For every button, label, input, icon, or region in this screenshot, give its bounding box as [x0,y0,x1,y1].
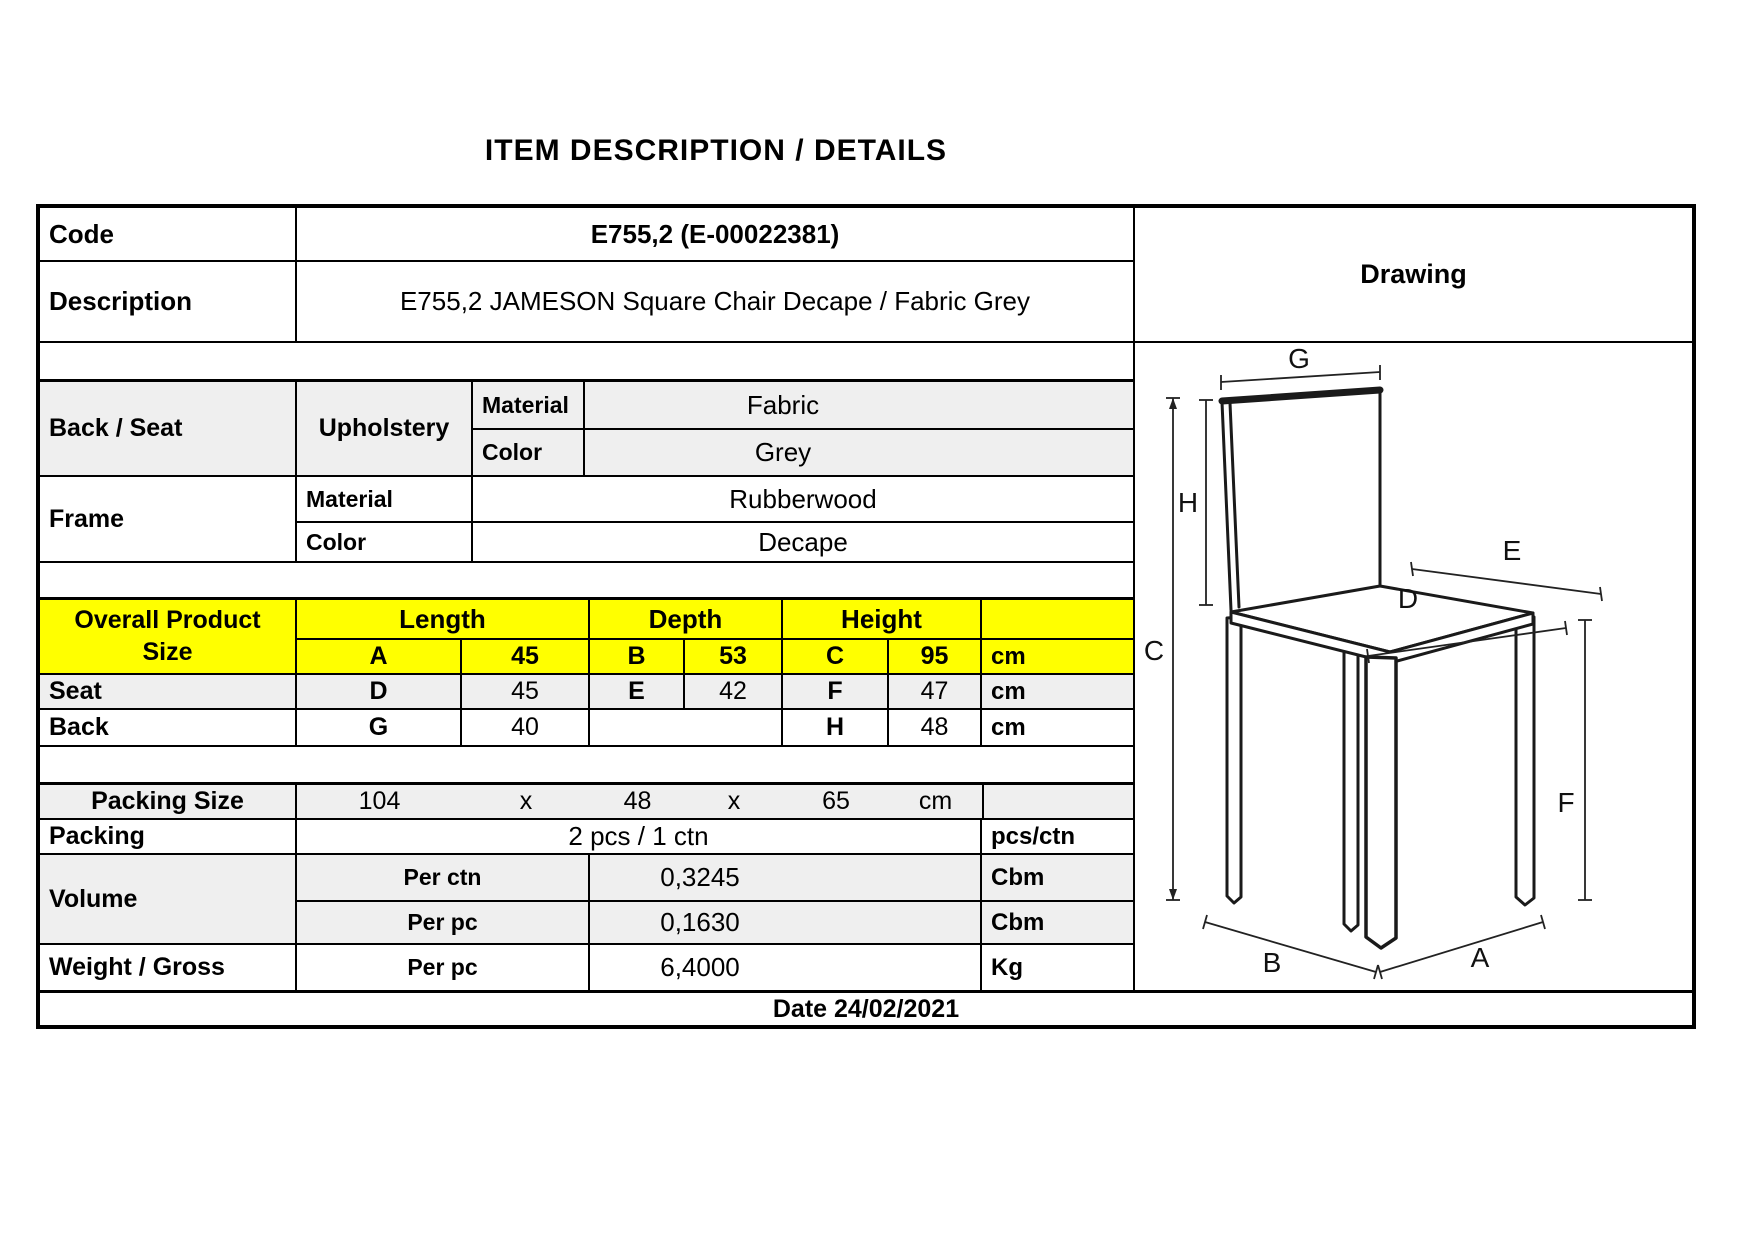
back-seat-label: Back / Seat [40,382,297,477]
seat-depth-value: 42 [685,675,783,710]
unit-header-cell [982,600,1133,640]
page-title: ITEM DESCRIPTION / DETAILS [484,134,948,167]
packing-label: Packing [40,820,297,855]
weight-per-label: Per pc [297,945,590,990]
seat-length-key: D [297,675,462,710]
overall-length-value: 45 [462,640,590,675]
spacer-row [40,747,1133,785]
weight-row [40,945,1133,990]
dim-arrow [1169,889,1177,900]
dim-line-a [1380,922,1543,972]
back-height-value: 48 [889,710,982,747]
length-header: Length [297,600,590,640]
spec-table [36,204,1696,1029]
overall-size-label [40,600,297,675]
description-label: Description [40,262,297,343]
volume-per-ctn-row [297,855,1133,902]
overall-depth-key: B [590,640,685,675]
depth-header: Depth [590,600,783,640]
volume-per-ctn-label: Per ctn [297,855,590,902]
back-label: Back [40,710,297,747]
date-value: Date 24/02/2021 [772,994,960,1023]
backrest-top-edge [1222,390,1380,401]
backrest-left-inner-edge [1230,403,1239,607]
packing-size-row [40,785,1133,820]
overall-length-key: A [297,640,462,675]
spacer-row [40,343,1133,382]
overall-depth-value: 53 [685,640,783,675]
height-header: Height [783,600,982,640]
weight-unit: Kg [991,953,1023,981]
frame-color-label: Color [297,523,473,563]
seat-height-value: 47 [889,675,982,710]
packing-size-value-3: x [685,785,783,820]
overall-height-value: 95 [889,640,982,675]
dim-label-f: F [1557,787,1575,818]
packing-value: 2 pcs / 1 ctn [297,820,982,855]
packing-size-value-1: x [462,785,590,820]
dim-label-e: E [1502,535,1522,566]
upholstery-material-value: Fabric [585,382,1133,430]
backrest-left-outer-edge [1222,402,1231,610]
dim-label-h: H [1177,487,1199,518]
back-length-value: 40 [462,710,590,747]
dim-tick [1600,587,1602,601]
volume-per-pc-unit: Cbm [982,902,1133,945]
packing-size-unit: cm [889,785,982,820]
seat-length-value: 45 [462,675,590,710]
seat-height-key: F [783,675,889,710]
back-height-key: H [783,710,889,747]
seat-depth-key: E [590,675,685,710]
seat-unit: cm [982,675,1133,710]
date-row [40,990,1692,1025]
frame-material-row [297,477,1133,523]
description-row [40,262,1133,343]
back-depth-empty-cell [590,710,783,747]
back-length-key: G [297,710,462,747]
seat-row [40,675,1133,710]
frame-label: Frame [40,477,297,563]
overall-size-label-line2: Size [142,637,193,666]
frame-color-row [297,523,1133,563]
frame-material-value: Rubberwood [473,477,1133,523]
volume-per-ctn-unit: Cbm [982,855,1133,902]
frame-color-value: Decape [473,523,1133,563]
packing-size-label: Packing Size [40,785,297,820]
spacer-row [40,563,1133,600]
dim-tick [1411,562,1413,576]
packing-row [40,820,1133,855]
dim-line-e [1412,569,1601,594]
dim-arrow [1169,398,1177,409]
back-unit: cm [982,710,1133,747]
packing-size-value-0: 104 [297,785,462,820]
dim-label-d: D [1397,583,1419,614]
code-row [40,208,1133,262]
volume-per-pc-value: 0,1630 [590,902,982,945]
seat-top-face [1231,586,1533,652]
dim-label-b: B [1262,947,1282,978]
volume-per-pc-row [297,902,1133,945]
back-row [40,710,1133,747]
weight-label: Weight / Gross [40,945,297,990]
volume-per-ctn-value: 0,3245 [590,855,982,902]
chair-drawing [1135,343,1692,990]
spacer-cell [40,563,1133,600]
upholstery-color-row [473,430,1133,477]
code-value: E755,2 (E-00022381) [297,208,1133,262]
upholstery-label: Upholstery [297,382,473,477]
packing-size-value-4: 65 [783,785,889,820]
size-header-row [297,600,1133,640]
chair-back-left-leg [1227,617,1241,903]
spacer-cell [40,343,1133,382]
upholstery-color-label: Color [473,430,585,477]
volume-per-pc-label: Per pc [297,902,590,945]
overall-unit: cm [982,640,1133,675]
dim-label-c: C [1143,635,1165,666]
volume-label: Volume [40,855,297,945]
dim-tick [1565,621,1567,635]
chair-right-leg [1516,616,1534,905]
packing-size-value-2: 48 [590,785,685,820]
frame-material-label: Material [297,477,473,523]
packing-unit: pcs/ctn [982,820,1133,855]
upholstery-material-label: Material [473,382,585,430]
overall-size-label-line1: Overall Product [74,606,261,635]
drawing-header: Drawing [1135,208,1692,343]
drawing-panel [1133,208,1692,990]
overall-size-row [297,640,1133,675]
chair-back-right-leg [1344,640,1358,931]
dim-label-a: A [1470,942,1490,973]
weight-value: 6,4000 [590,945,982,990]
spacer-cell [40,747,1133,785]
packing-size-empty-unit-cell [982,785,1133,820]
seat-label: Seat [40,675,297,710]
description-value: E755,2 JAMESON Square Chair Decape / Fabric Grey [297,262,1133,343]
code-label: Code [40,208,297,262]
overall-height-key: C [783,640,889,675]
upholstery-color-value: Grey [585,430,1133,477]
upholstery-material-row [473,382,1133,430]
dim-label-g: G [1288,343,1310,374]
chair-front-leg [1366,657,1396,948]
